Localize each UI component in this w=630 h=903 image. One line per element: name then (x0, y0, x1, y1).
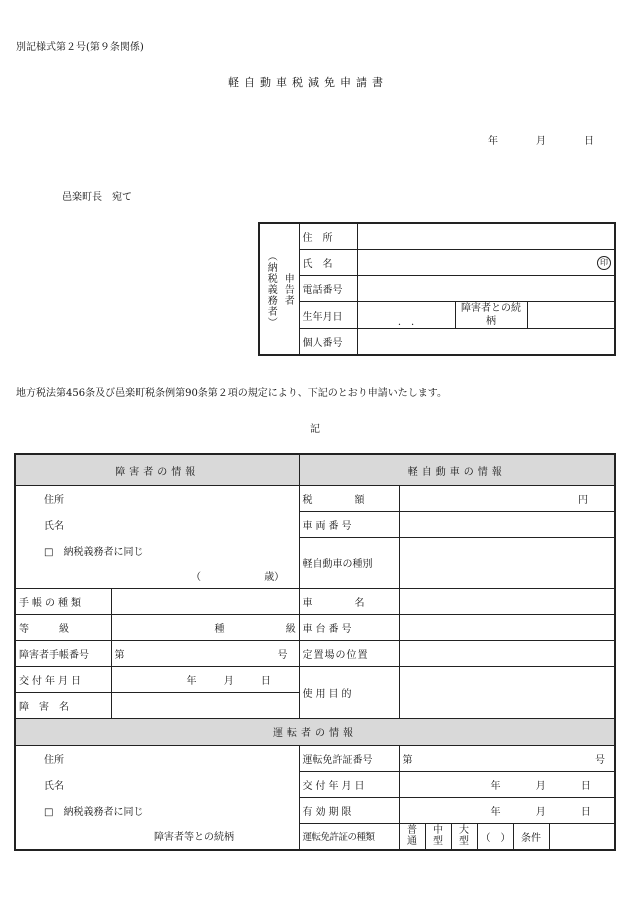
birth-field[interactable]: . . (357, 302, 455, 329)
driver-same-checkbox[interactable]: □ 納税義務者に同じ (15, 797, 299, 823)
date-year: 年 (488, 136, 498, 147)
disabled-info-header: 障害者の情報 (15, 454, 299, 486)
age-open: （ (191, 571, 201, 583)
notebook-number-field[interactable] (111, 640, 299, 666)
grade-field[interactable] (111, 614, 299, 640)
model-field[interactable] (399, 588, 615, 614)
phone-label: 電話番号 (299, 276, 357, 302)
date-month: 月 (536, 136, 546, 147)
notebook-suffix: 号 (277, 649, 288, 661)
notebook-prefix: 第 (114, 649, 125, 661)
issue-date-field[interactable] (111, 666, 299, 692)
expiry-month: 月 (535, 806, 546, 818)
vehicle-type-label: 軽自動車の種別 (299, 538, 399, 589)
issue-year-unit: 年 (186, 675, 197, 687)
driver-info-header: 運転者の情報 (15, 718, 615, 745)
storage-field[interactable] (399, 640, 615, 666)
address-field[interactable] (357, 223, 615, 250)
tax-label: 税 額 (299, 486, 399, 512)
legal-statement: 地方税法第456条及び邑楽町税条例第90条第２項の規定により、下記のとおり申請いたします。 (16, 388, 448, 399)
condition-label: 条件 (513, 823, 549, 850)
personal-number-field[interactable] (357, 329, 615, 356)
expiry-label: 有効期限 (299, 797, 399, 823)
chassis-label: 車台番号 (299, 614, 399, 640)
ki-label: 記 (310, 424, 320, 435)
yen-unit: 円 (578, 495, 588, 506)
form-number: 別記様式第２号(第９条関係) (16, 42, 144, 53)
license-suffix: 号 (595, 754, 605, 766)
addressee: 邑楽町長 宛て (62, 192, 132, 203)
kind-medium[interactable]: 中型 (425, 823, 451, 850)
notebook-type-field[interactable] (111, 588, 299, 614)
name-field[interactable] (357, 250, 615, 276)
address-label: 住 所 (299, 223, 357, 250)
driver-issue-field[interactable] (399, 771, 615, 797)
kind-other-paren[interactable]: （ ） (477, 823, 513, 850)
condition-field[interactable] (549, 823, 615, 850)
disabled-same-checkbox[interactable]: □ 納税義務者に同じ (15, 538, 299, 563)
disability-name-field[interactable] (111, 692, 299, 718)
grade-level-unit: 級 (285, 623, 296, 635)
phone-field[interactable] (357, 276, 615, 302)
driver-issue-year: 年 (490, 780, 501, 792)
applicant-table (258, 222, 616, 356)
vehicle-info-header: 軽自動車の情報 (299, 454, 615, 486)
expiry-field[interactable] (399, 797, 615, 823)
personal-number-label: 個人番号 (299, 329, 357, 356)
grade-type-unit: 種 (214, 623, 225, 635)
model-label: 車 名 (299, 588, 399, 614)
license-number-label: 運転免許証番号 (299, 745, 399, 771)
purpose-label: 使用目的 (299, 666, 399, 718)
notebook-type-label: 手帳の種類 (15, 588, 111, 614)
disabled-age-row (15, 563, 299, 589)
name-label: 氏 名 (299, 250, 357, 276)
relation-label: 障害者との続柄 (455, 302, 527, 329)
expiry-day: 日 (580, 806, 591, 818)
storage-label: 定置場の位置 (299, 640, 399, 666)
chassis-field[interactable] (399, 614, 615, 640)
purpose-field[interactable] (399, 666, 615, 718)
kind-regular[interactable]: 普通 (399, 823, 425, 850)
disability-name-label: 障 害 名 (15, 692, 111, 718)
vehicle-type-field[interactable] (399, 538, 615, 589)
document-title: 軽自動車税減免申請書 (228, 76, 388, 89)
driver-issue-label: 交付年月日 (299, 771, 399, 797)
driver-issue-day: 日 (580, 780, 591, 792)
plate-label: 車両番号 (299, 512, 399, 538)
relation-field[interactable] (527, 302, 615, 329)
date-day: 日 (584, 136, 594, 147)
license-prefix: 第 (402, 754, 413, 766)
driver-relation-label: 障害者等との続柄 (15, 823, 299, 850)
seal-icon: 印 (597, 256, 611, 270)
disabled-name-label: 氏名 (15, 512, 299, 538)
birth-label: 生年月日 (299, 302, 357, 329)
expiry-year: 年 (490, 806, 501, 818)
driver-name-label: 氏名 (15, 771, 299, 797)
main-table (14, 453, 616, 851)
issue-day-unit: 日 (260, 675, 271, 687)
applicant-side-label: 申告者 （納税義務者） (259, 223, 299, 355)
issue-date-label: 交付年月日 (15, 666, 111, 692)
driver-address-label: 住所 (15, 745, 299, 771)
grade-label: 等 級 (15, 614, 111, 640)
disabled-address-label: 住所 (15, 486, 299, 512)
kind-large[interactable]: 大型 (451, 823, 477, 850)
driver-issue-month: 月 (535, 780, 546, 792)
tax-field[interactable] (399, 486, 615, 512)
license-number-field[interactable] (399, 745, 615, 771)
issue-month-unit: 月 (223, 675, 234, 687)
age-close: 歳） (264, 571, 285, 583)
plate-field[interactable] (399, 512, 615, 538)
license-kind-label: 運転免許証の種類 (299, 823, 399, 850)
notebook-number-label: 障害者手帳番号 (15, 640, 111, 666)
